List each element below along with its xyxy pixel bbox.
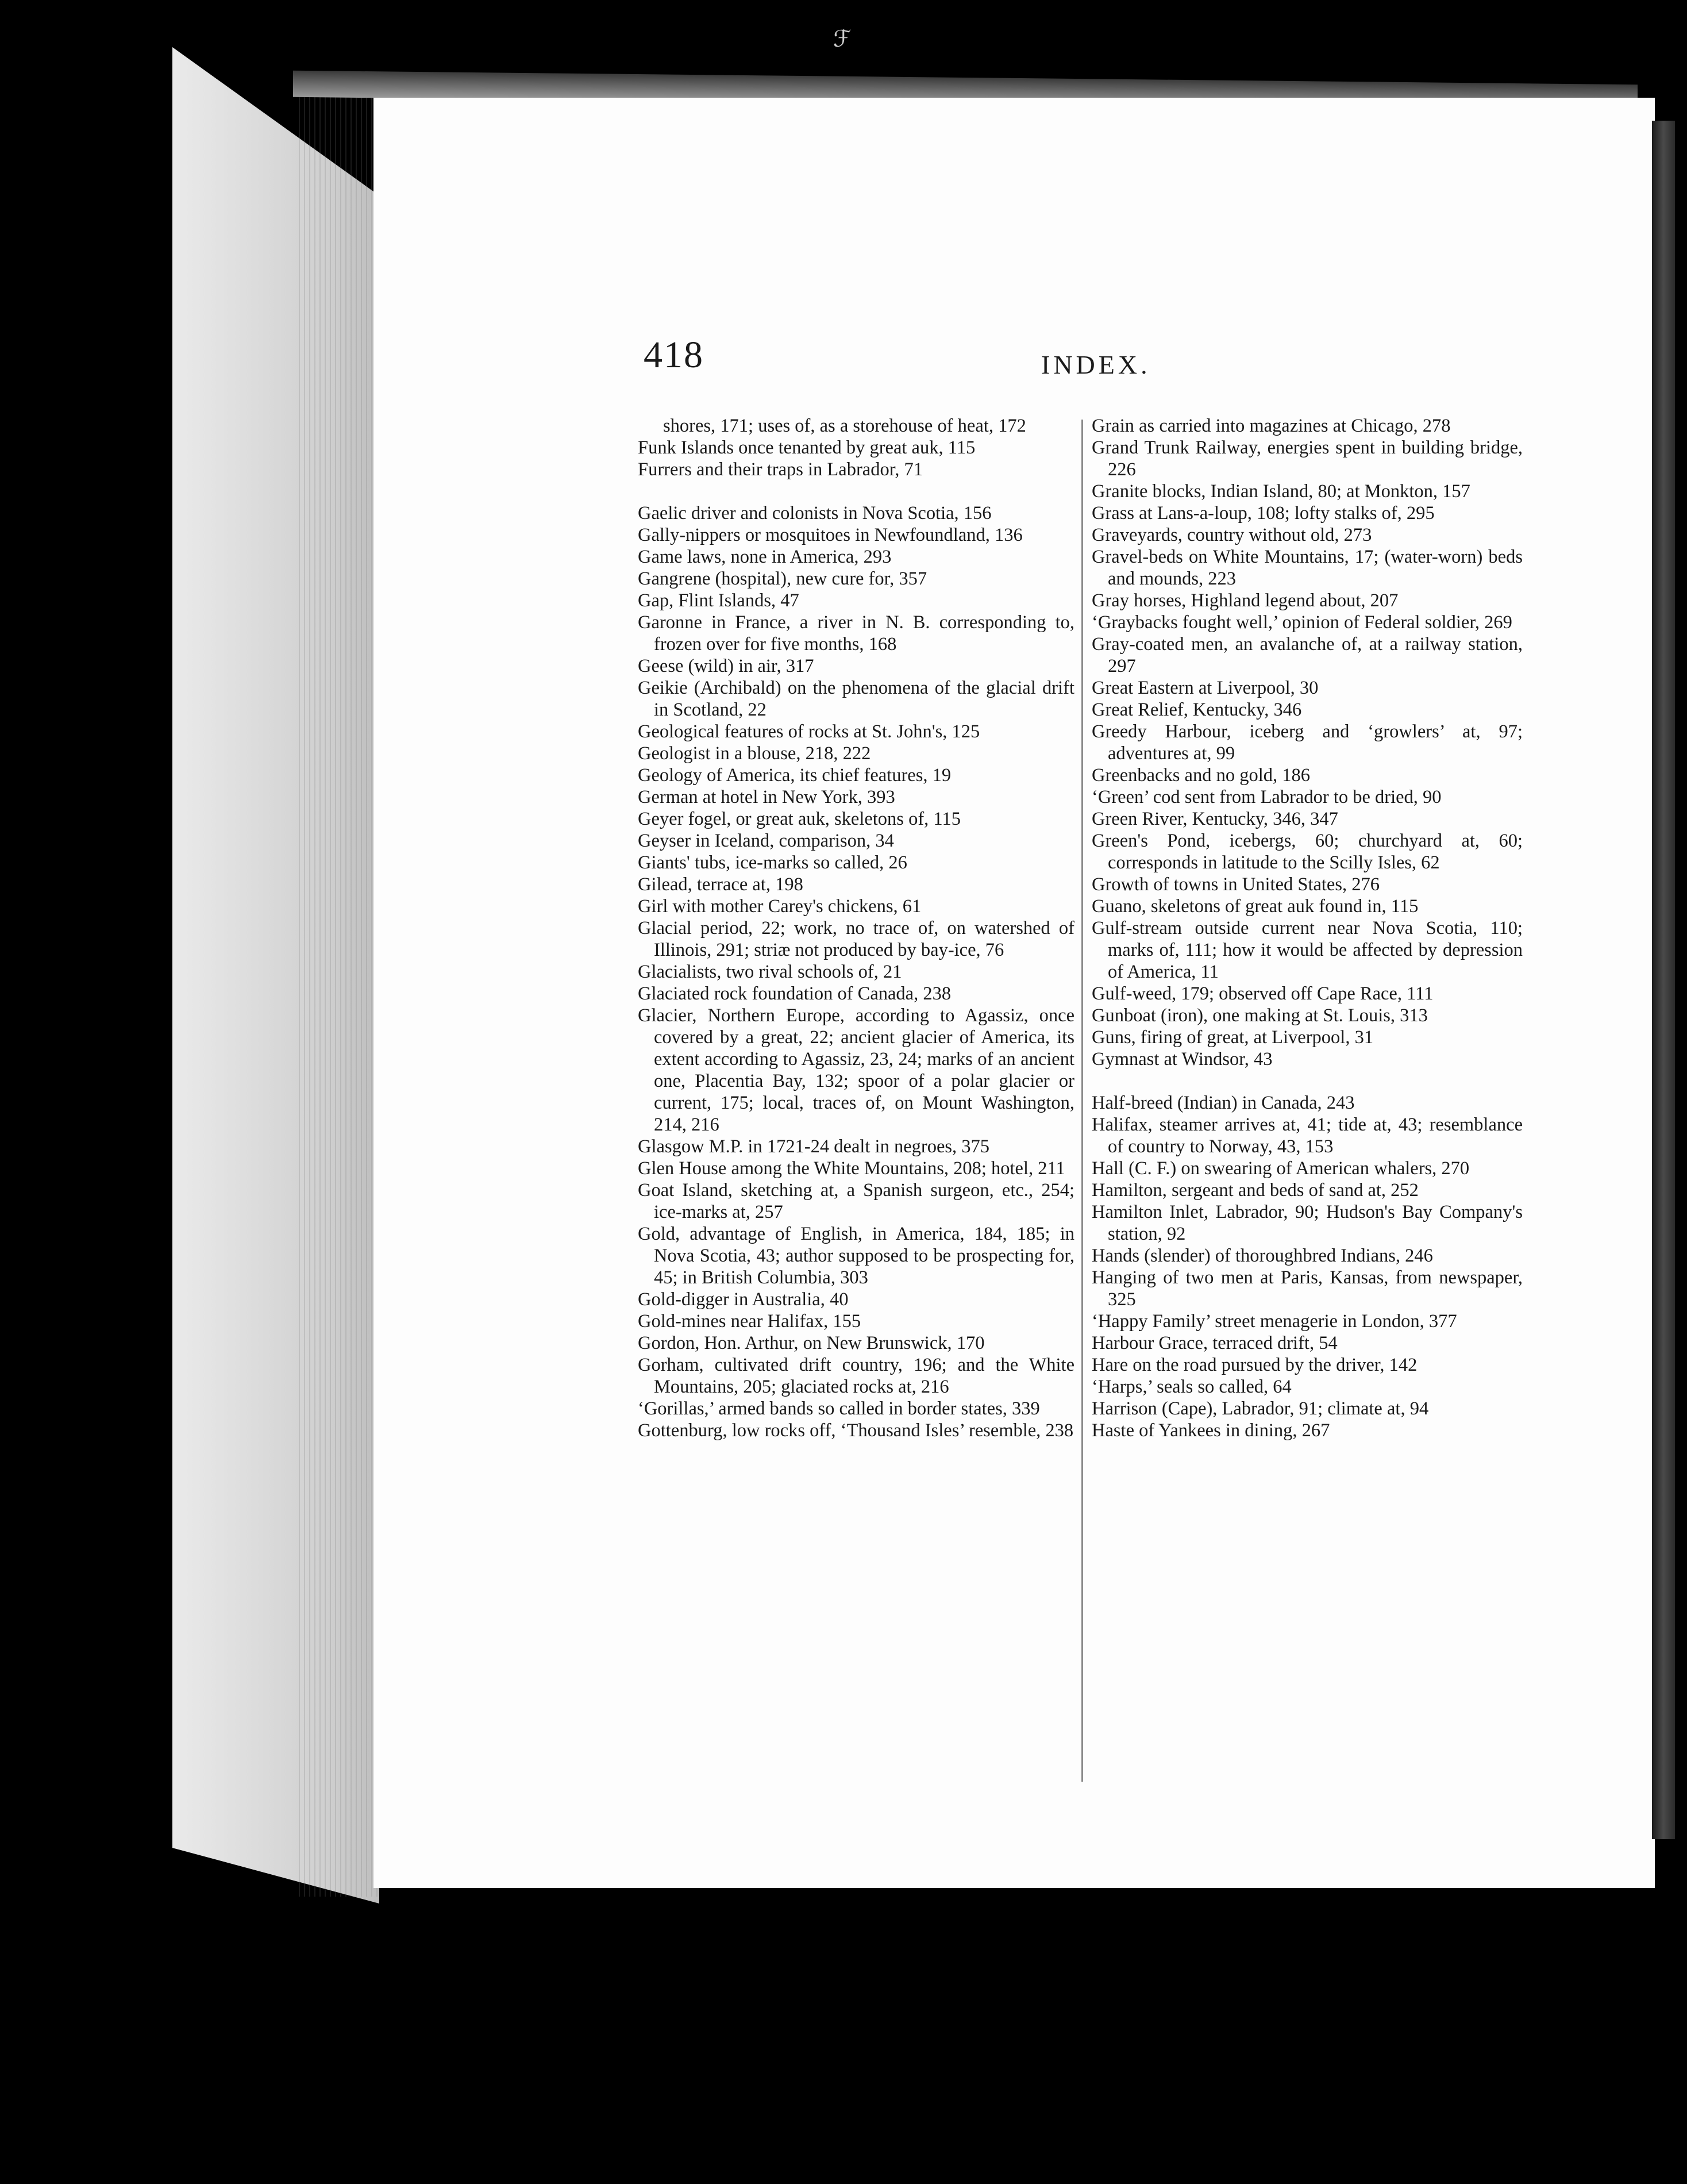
running-head: INDEX. <box>1041 350 1151 379</box>
index-entry: ‘Gorillas,’ armed bands so called in border states, 339 <box>638 1398 1040 1419</box>
index-entry: Haste of Yankees in dining, 267 <box>1092 1420 1330 1441</box>
page-number: 418 <box>644 334 704 376</box>
index-entry: Hare on the road pursued by the driver, 142 <box>1092 1355 1418 1375</box>
index-entry: shores, 171; uses of, as a storehouse of heat, 172 <box>663 416 1026 436</box>
index-entry: Glacial period, 22; work, no trace of, on watershed of Illinois, 291; striæ not produced by bay-ice, 76 <box>638 918 1074 960</box>
index-entry: Giants' tubs, ice-marks so called, 26 <box>638 852 907 873</box>
index-entry: Great Relief, Kentucky, 346 <box>1092 699 1302 720</box>
index-entry: Hall (C. F.) on swearing of American whalers, 270 <box>1092 1158 1470 1179</box>
index-entry: ‘Happy Family’ street menagerie in London, 377 <box>1092 1311 1457 1332</box>
index-entry: Grand Trunk Railway, energies spent in building bridge, 226 <box>1092 437 1523 480</box>
index-entry: Gulf-stream outside current near Nova Scotia, 110; marks of, 111; how it would be affected by depression of America, 11 <box>1092 918 1523 982</box>
index-entry: Gray horses, Highland legend about, 207 <box>1092 590 1399 611</box>
index-entry: Glaciated rock foundation of Canada, 238 <box>638 983 952 1004</box>
column-rule <box>1081 420 1083 1782</box>
index-entry: Great Eastern at Liverpool, 30 <box>1092 678 1319 698</box>
index-entry: Harrison (Cape), Labrador, 91; climate at, 94 <box>1092 1398 1429 1419</box>
index-entry: Gray-coated men, an avalanche of, at a railway station, 297 <box>1092 634 1523 676</box>
index-entry: Gold, advantage of English, in America, 184, 185; in Nova Scotia, 43; author supposed to be prospecting for, 45; in British Columbia, 303 <box>638 1224 1074 1288</box>
index-entry: Gordon, Hon. Arthur, on New Brunswick, 170 <box>638 1333 985 1354</box>
index-entry: Geyer fogel, or great auk, skeletons of, 115 <box>638 809 961 829</box>
index-entry: Gilead, terrace at, 198 <box>638 874 803 895</box>
index-entry: Glacialists, two rival schools of, 21 <box>638 962 902 982</box>
index-entry: Game laws, none in America, 293 <box>638 547 892 567</box>
index-entry: ‘Green’ cod sent from Labrador to be dried, 90 <box>1092 787 1442 808</box>
index-entry: Grain as carried into magazines at Chicago, 278 <box>1092 416 1451 436</box>
index-entry: Geological features of rocks at St. John's, 125 <box>638 721 980 742</box>
index-entry: Harbour Grace, terraced drift, 54 <box>1092 1333 1338 1354</box>
index-entry: Granite blocks, Indian Island, 80; at Monkton, 157 <box>1092 481 1470 502</box>
index-entry: Gold-mines near Halifax, 155 <box>638 1311 861 1332</box>
index-entry: Guns, firing of great, at Liverpool, 31 <box>1092 1027 1374 1048</box>
index-entry: Greedy Harbour, iceberg and ‘growlers’ at, 97; adventures at, 99 <box>1092 721 1523 764</box>
index-entry: ‘Harps,’ seals so called, 64 <box>1092 1376 1292 1397</box>
index-entry: German at hotel in New York, 393 <box>638 787 895 808</box>
book-page-edge-lines <box>299 86 379 1897</box>
index-entry: ‘Graybacks fought well,’ opinion of Federal soldier, 269 <box>1092 612 1512 633</box>
index-entry: Geikie (Archibald) on the phenomena of the glacial drift in Scotland, 22 <box>638 678 1074 720</box>
index-entry: Funk Islands once tenanted by great auk, 115 <box>638 437 976 458</box>
index-entry: Gap, Flint Islands, 47 <box>638 590 799 611</box>
index-entry: Hamilton Inlet, Labrador, 90; Hudson's Bay Company's station, 92 <box>1092 1202 1523 1244</box>
index-column-right <box>1092 415 1523 1441</box>
scan-mark: ℱ <box>833 26 852 52</box>
index-entry: Hamilton, sergeant and beds of sand at, 252 <box>1092 1180 1419 1201</box>
index-entry: Gottenburg, low rocks off, ‘Thousand Isles’ resemble, 238 <box>638 1420 1074 1441</box>
index-entry: Garonne in France, a river in N. B. corresponding to, frozen over for five months, 168 <box>638 612 1074 655</box>
index-entry: Glen House among the White Mountains, 208; hotel, 211 <box>638 1158 1065 1179</box>
index-entry: Half-breed (Indian) in Canada, 243 <box>1092 1093 1355 1113</box>
index-entry: Hands (slender) of thoroughbred Indians, 246 <box>1092 1245 1433 1266</box>
index-entry: Guano, skeletons of great auk found in, 115 <box>1092 896 1419 917</box>
index-entry: Gally-nippers or mosquitoes in Newfoundland, 136 <box>638 525 1023 545</box>
index-entry: Grass at Lans-a-loup, 108; lofty stalks of, 295 <box>1092 503 1435 524</box>
index-entry: Glacier, Northern Europe, according to Agassiz, once covered by a great, 22; ancient glacier of America, its extent according to Agassiz, 23, 24; marks of an ancient one, Placentia Bay, 132; spoor of a polar glacier or current, 175; local, traces of, on Mount Washington, 214, 216 <box>638 1005 1074 1135</box>
index-entry: Furrers and their traps in Labrador, 71 <box>638 459 923 480</box>
index-entry: Goat Island, sketching at, a Spanish surgeon, etc., 254; ice-marks at, 257 <box>638 1180 1074 1222</box>
index-entry: Geology of America, its chief features, 19 <box>638 765 952 786</box>
index-entry: Gravel-beds on White Mountains, 17; (water-worn) beds and mounds, 223 <box>1092 547 1523 589</box>
facing-page-edge <box>1652 121 1675 1839</box>
index-entry: Geologist in a blouse, 218, 222 <box>638 743 871 764</box>
index-entry: Girl with mother Carey's chickens, 61 <box>638 896 922 917</box>
index-entry: Gunboat (iron), one making at St. Louis, 313 <box>1092 1005 1428 1026</box>
index-entry: Geyser in Iceland, comparison, 34 <box>638 830 894 851</box>
index-entry: Geese (wild) in air, 317 <box>638 656 814 676</box>
index-entry: Graveyards, country without old, 273 <box>1092 525 1372 545</box>
index-entry: Growth of towns in United States, 276 <box>1092 874 1380 895</box>
index-entry: Greenbacks and no gold, 186 <box>1092 765 1310 786</box>
index-entry: Hanging of two men at Paris, Kansas, from newspaper, 325 <box>1092 1267 1523 1310</box>
index-entry: Green River, Kentucky, 346, 347 <box>1092 809 1338 829</box>
index-entry: Gold-digger in Australia, 40 <box>638 1289 849 1310</box>
index-entry: Gymnast at Windsor, 43 <box>1092 1049 1273 1070</box>
index-entry: Gorham, cultivated drift country, 196; and the White Mountains, 205; glaciated rocks at, 216 <box>638 1355 1074 1397</box>
index-column-left <box>638 415 1074 1441</box>
index-entry: Gangrene (hospital), new cure for, 357 <box>638 568 927 589</box>
index-entry: Gulf-weed, 179; observed off Cape Race, 111 <box>1092 983 1434 1004</box>
index-entry: Gaelic driver and colonists in Nova Scotia, 156 <box>638 503 992 524</box>
index-entry: Glasgow M.P. in 1721-24 dealt in negroes, 375 <box>638 1136 990 1157</box>
index-entry: Green's Pond, icebergs, 60; churchyard at, 60; corresponds in latitude to the Scilly Isles, 62 <box>1092 830 1523 873</box>
index-entry: Halifax, steamer arrives at, 41; tide at, 43; resemblance of country to Norway, 43, 153 <box>1092 1114 1523 1157</box>
